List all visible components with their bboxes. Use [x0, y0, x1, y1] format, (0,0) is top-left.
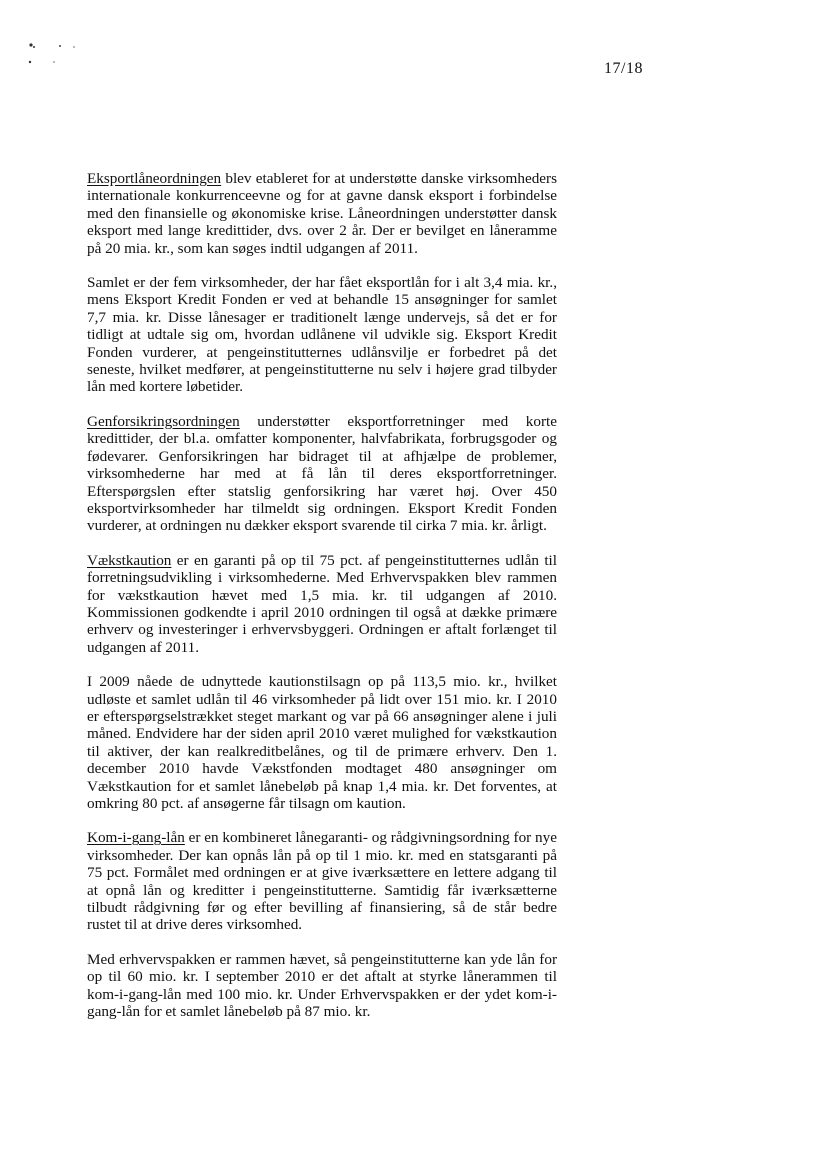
paragraph-kautionstilsagn — [87, 673, 557, 812]
scan-speck — [29, 43, 32, 46]
paragraph-eksportlaan-status — [87, 274, 557, 396]
paragraph-text: Samlet er der fem virksomheder, der har fået eksportlån for i alt 3,4 mia. kr., mens Eksport Kredit Fonden er ved at behandle 15 ansøgninger for samlet 7,7 mia. kr. Disse lånesager er traditionelt længe undervejs, så det er for tidligt at udtale sig om, hvordan udlånene vil udvikle sig. Eksport Kredit Fonden vurderer, at pengeinstitutternes udlånsvilje er forbedret på det seneste, hvilket medfører, at pengeinstitutterne nu selv i højere grad tilbyder lån med kortere løbetider. — [87, 274, 557, 396]
paragraph-text: er en garanti på op til 75 pct. af pengeinstitutternes udlån til forretningsudvikling i virksomhederne. Med Erhvervspakken blev rammen for vækstkaution hævet med 1,5 mia. kr. til udgangen af 2010. Kommissionen godkendte i april 2010 ordningen til også at dække primære erhverv og investeringer i erhvervsbyggeri. Ordningen er aftalt forlænget til udgangen af 2011. — [87, 551, 557, 656]
paragraph-eksportlaaneordningen — [87, 170, 557, 257]
paragraph-text: er en kombineret lånegaranti- og rådgivningsordning for nye virksomheder. Der kan opnås lån på op til 1 mio. kr. med en statsgaranti på 75 pct. Formålet med ordningen er at give iværksættere en lettere adgang til at opnå lån og kreditter i pengeinstitutterne. Samtidig får iværksætterne tilbudt rådgivning før og efter bevilling af finansiering, så de står bedre rustet til at drive deres virksomhed. — [87, 829, 557, 934]
paragraph-heading: Vækstkaution — [87, 551, 172, 569]
paragraph-text: understøtter eksportforretninger med korte kredittider, der bl.a. omfatter komponenter, halvfabrikata, forbrugsgoder og fødevarer. Genforsikringen har bidraget til at afhjælpe de problemer, virksomhederne har med at få lån til deres eksportforretninger. Efterspørgslen efter statslig genforsikring har været høj. Over 450 eksportvirksomheder har tilmeldt sig ordningen. Eksport Kredit Fonden vurderer, at ordningen nu dækker eksport svarende til cirka 7 mia. kr. årligt. — [87, 412, 557, 535]
paragraph-heading: Kom-i-gang-lån — [87, 829, 185, 847]
paragraph-text: blev etableret for at understøtte danske virksomheders internationale konkurrenceevne og for at gavne dansk eksport i forbindelse med den finansielle og økonomiske krise. Låneordningen understøtter dansk eksport med lange kredittider, dvs. over 2 år. Der er bevilget en låneramme på 20 mia. kr., som kan søges indtil udgangen af 2011. — [87, 170, 557, 257]
scan-speck — [29, 61, 31, 63]
page-number: 17/18 — [604, 60, 643, 77]
paragraph-vaekstkaution — [87, 552, 557, 656]
paragraph-text: I 2009 nåede de udnyttede kautionstilsagn op på 113,5 mio. kr., hvilket udløste et samlet udlån til 46 virksomheder på lidt over 151 mio. kr. I 2010 er efterspørgselstrækket steget markant og var på 66 ansøgninger alene i juli måned. Endvidere har der siden april 2010 været mulighed for vækstkaution til aktiver, der kan realkreditbelånes, og til de primære erhverv. Den 1. december 2010 havde Vækstfonden modtaget 480 ansøgninger om Vækstkaution for et samlet lånebeløb på knap 1,4 mia. kr. Det forventes, at omkring 80 pct. af ansøgerne får tilsagn om kaution. — [87, 673, 557, 812]
scan-specks — [0, 0, 120, 80]
paragraph-heading: Genforsikringsordningen — [87, 412, 240, 430]
paragraph-erhvervspakken — [87, 951, 557, 1021]
paragraph-text: Med erhvervspakken er rammen hævet, så pengeinstitutterne kan yde lån for op til 60 mio. kr. I september 2010 er det aftalt at styrke lånerammen til kom-i-gang-lån med 100 mio. kr. Under Erhvervspakken er der ydet kom-i-gang-lån for et samlet lånebeløb på 87 mio. kr. — [87, 950, 557, 1021]
paragraph-heading: Eksportlåneordningen — [87, 170, 222, 187]
scan-speck — [33, 46, 35, 48]
scan-speck — [59, 45, 61, 47]
document-body — [87, 170, 557, 1020]
scan-speck — [53, 61, 55, 63]
paragraph-kom-i-gang-laan — [87, 829, 557, 933]
scan-speck — [73, 46, 75, 48]
paragraph-genforsikringsordningen — [87, 413, 557, 535]
